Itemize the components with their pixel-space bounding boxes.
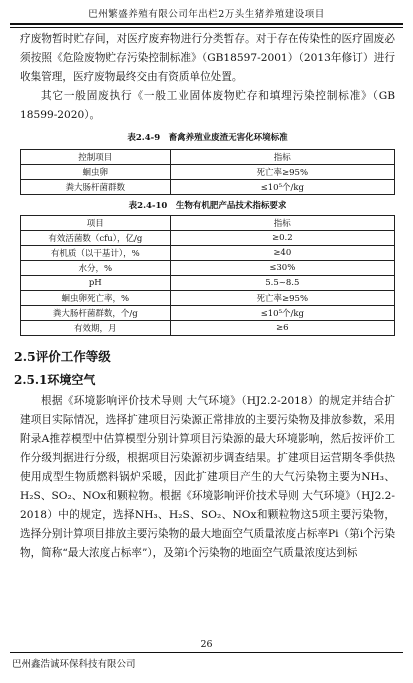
table-row: [21, 180, 395, 195]
table-cell: 有效期，月: [21, 321, 171, 336]
table-cell: 粪大肠杆菌群数，个/g: [21, 306, 171, 321]
table-row: [21, 306, 395, 321]
document-body: [14, 30, 395, 563]
page-footer: [10, 639, 403, 670]
footer-company: 巴州鑫浩诚环保科技有限公司: [12, 659, 136, 670]
table1-caption: 表2.4-9 畜禽养殖业废渣无害化环境标准: [127, 133, 288, 143]
table-row: [21, 321, 395, 336]
paragraph-general-waste: 其它一般固废执行《一般工业固体废物贮存和填埋污染控制标准》（GB 18599-2020）。: [20, 90, 395, 121]
table-row: [21, 261, 395, 276]
paragraph-medical-waste: 疗废物暂时贮存间，对医疗废弃物进行分类暂存。对于存在传染性的医疗固废必须按照《危险废物贮存污染控制标准》（GB18597-2001）（2013年修订）进行收集管理，医疗废物最终交由有资质单位处置。: [20, 33, 395, 83]
table-cell: ≤10⁵个/kg: [170, 306, 394, 321]
table-cell: 有机质（以干基计），%: [21, 246, 171, 261]
table-header-cell: 控制项目: [21, 150, 171, 165]
table-cell: 蛔虫卵死亡率，%: [21, 291, 171, 306]
table-cell: 有效活菌数（cfu），亿/g: [21, 231, 171, 246]
table-row: [21, 231, 395, 246]
table-row: [21, 276, 395, 291]
subsection-heading: 2.5.1环境空气: [14, 373, 96, 387]
table-header-cell: 指标: [170, 216, 394, 231]
table-cell: ≥0.2: [170, 231, 394, 246]
table-cell: 5.5~8.5: [170, 276, 394, 291]
table2-caption: 表2.4-10 生物有机肥产品技术指标要求: [128, 201, 287, 211]
table-cell: ≤10⁵个/kg: [170, 180, 394, 195]
header-title: 巴州繁盛养殖有限公司年出栏2万头生猪养殖建设项目: [88, 9, 325, 20]
table-row: [21, 165, 395, 180]
table-header-row: [21, 216, 395, 231]
table-cell: 水分，%: [21, 261, 171, 276]
paragraph-air-assessment: 根据《环境影响评价技术导则 大气环境》（HJ2.2-2018）的规定并结合扩建项目实际情况，选择扩建项目污染源正常排放的主要污染物及排放参数，采用附录A推荐模型中估算模型分别计算项目污染源的最大环境影响，然后按评价工作分级判据进行分级，根据项目污染源初步调查结果。扩建项目运营期冬季供热使用成型生物质燃料锅炉采暖，因此扩建项目产生的大气污染物主要为NH₃、H₂S、SO₂、NOx和颗粒物。根据《环境影响评价技术导则 大气环境》（HJ2.2-2018）中的规定，选择NH₃、H₂S、SO₂、NOx和颗粒物这5项主要污染物，选择分别计算项目排放主要污染物的最大地面空气质量浓度占标率Pi（第i个污染物，简称“最大浓度占标率”），及第i个污染物的地面空气质量浓度达到标: [20, 395, 395, 559]
table-cell: ≥6: [170, 321, 394, 336]
table-header-cell: 指标: [170, 150, 394, 165]
table-row: [21, 246, 395, 261]
page-number: 26: [200, 639, 213, 650]
table-cell: 蛔虫卵: [21, 165, 171, 180]
table-cell: ≤30%: [170, 261, 394, 276]
table-cell: ≥40: [170, 246, 394, 261]
table-livestock-residue-standard: [20, 149, 395, 195]
table-bio-fertilizer-spec: [20, 215, 395, 336]
table-cell: pH: [21, 276, 171, 291]
section-heading: 2.5评价工作等级: [14, 349, 111, 364]
table-row: [21, 291, 395, 306]
page-header: [10, 6, 403, 25]
table-cell: 粪大肠杆菌群数: [21, 180, 171, 195]
table-cell: 死亡率≥95%: [170, 165, 394, 180]
table-header-row: [21, 150, 395, 165]
table-cell: 死亡率≥95%: [170, 291, 394, 306]
table-header-cell: 项目: [21, 216, 171, 231]
